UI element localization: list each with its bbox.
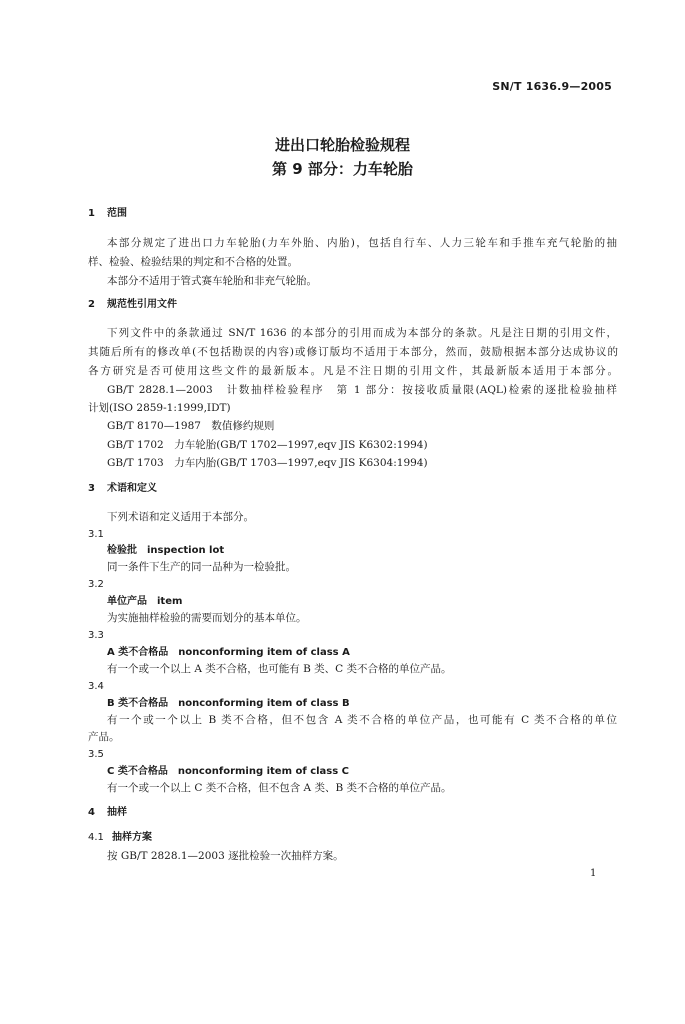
reference-item-continuation: 计划(ISO 2859-1:1999,IDT) — [88, 402, 231, 414]
document-subtitle: 第 9 部分：力车轮胎 — [272, 160, 413, 178]
section-1-number: 1 — [88, 208, 95, 219]
definition-number: 3.4 — [88, 681, 104, 692]
section-1-paragraph-line: 本部分规定了进出口力车轮胎(力车外胎、内胎)，包括自行车、人力三轮车和手推车充气轮胎的抽 — [107, 237, 617, 249]
section-2-paragraph-line: 下列文件中的条款通过 SN/T 1636 的本部分的引用而成为本部分的条款。凡是注日期的引用文件， — [107, 327, 617, 339]
section-3-heading: 术语和定义 — [107, 483, 157, 494]
section-1-paragraph-2: 本部分不适用于管式赛车轮胎和非充气轮胎。 — [107, 275, 317, 287]
section-4-heading: 抽样 — [107, 807, 127, 818]
definition-text: 有一个或一个以上 A 类不合格，也可能有 B 类、C 类不合格的单位产品。 — [107, 663, 452, 675]
definition-number: 3.3 — [88, 630, 104, 641]
section-2-paragraph-line: 各方研究是否可使用这些文件的最新版本。凡是不注日期的引用文件，其最新版本适用于本部分。 — [88, 365, 618, 377]
document-title: 进出口轮胎检验规程 — [274, 136, 410, 154]
definition-term: 单位产品 item — [107, 596, 183, 607]
page-number: 1 — [590, 868, 597, 879]
definition-number: 3.1 — [88, 529, 104, 540]
definition-term: C 类不合格品 nonconforming item of class C — [107, 766, 350, 777]
section-1-paragraph-line: 样、检验、检验结果的判定和不合格的处置。 — [88, 256, 298, 268]
definition-text: 为实施抽样检验的需要而划分的基本单位。 — [107, 612, 307, 624]
section-2-paragraph-line: 其随后所有的修改单(不包括勘误的内容)或修订版均不适用于本部分，然而，鼓励根据本部分达成协议的 — [88, 346, 618, 358]
section-2-number: 2 — [88, 299, 95, 310]
subsection-text: 按 GB/T 2828.1—2003 逐批检验一次抽样方案。 — [107, 850, 344, 862]
reference-item: GB/T 1702 力车轮胎(GB/T 1702—1997,eqv JIS K6302:1994) — [107, 439, 428, 451]
section-3-intro: 下列术语和定义适用于本部分。 — [107, 511, 254, 523]
subsection-number: 4.1 — [88, 832, 104, 843]
definition-term: 检验批 inspection lot — [107, 545, 225, 556]
section-2-heading: 规范性引用文件 — [107, 299, 177, 310]
definition-term: A 类不合格品 nonconforming item of class A — [107, 647, 350, 658]
definition-term: B 类不合格品 nonconforming item of class B — [107, 698, 350, 709]
reference-item: GB/T 8170—1987 数值修约规则 — [107, 420, 275, 432]
definition-text: 同一条件下生产的同一品种为一检验批。 — [107, 561, 296, 573]
reference-item: GB/T 1703 力车内胎(GB/T 1703—1997,eqv JIS K6304:1994) — [107, 457, 428, 469]
definition-text-continuation: 产品。 — [88, 731, 120, 743]
definition-number: 3.5 — [88, 749, 104, 760]
section-3-number: 3 — [88, 483, 95, 494]
subsection-heading: 抽样方案 — [112, 832, 152, 843]
definition-number: 3.2 — [88, 579, 104, 590]
reference-item: GB/T 2828.1—2003 计数抽样检验程序 第 1 部分：按接收质量限(AQL)检索的逐批检验抽样 — [107, 384, 617, 396]
definition-text: 有一个或一个以上 B 类不合格，但不包含 A 类不合格的单位产品，也可能有 C 类不合格的单位 — [107, 714, 617, 726]
section-4-number: 4 — [88, 807, 95, 818]
section-1-heading: 范围 — [107, 208, 127, 219]
standard-code: SN/T 1636.9—2005 — [492, 80, 612, 93]
definition-text: 有一个或一个以上 C 类不合格，但不包含 A 类、B 类不合格的单位产品。 — [107, 782, 452, 794]
